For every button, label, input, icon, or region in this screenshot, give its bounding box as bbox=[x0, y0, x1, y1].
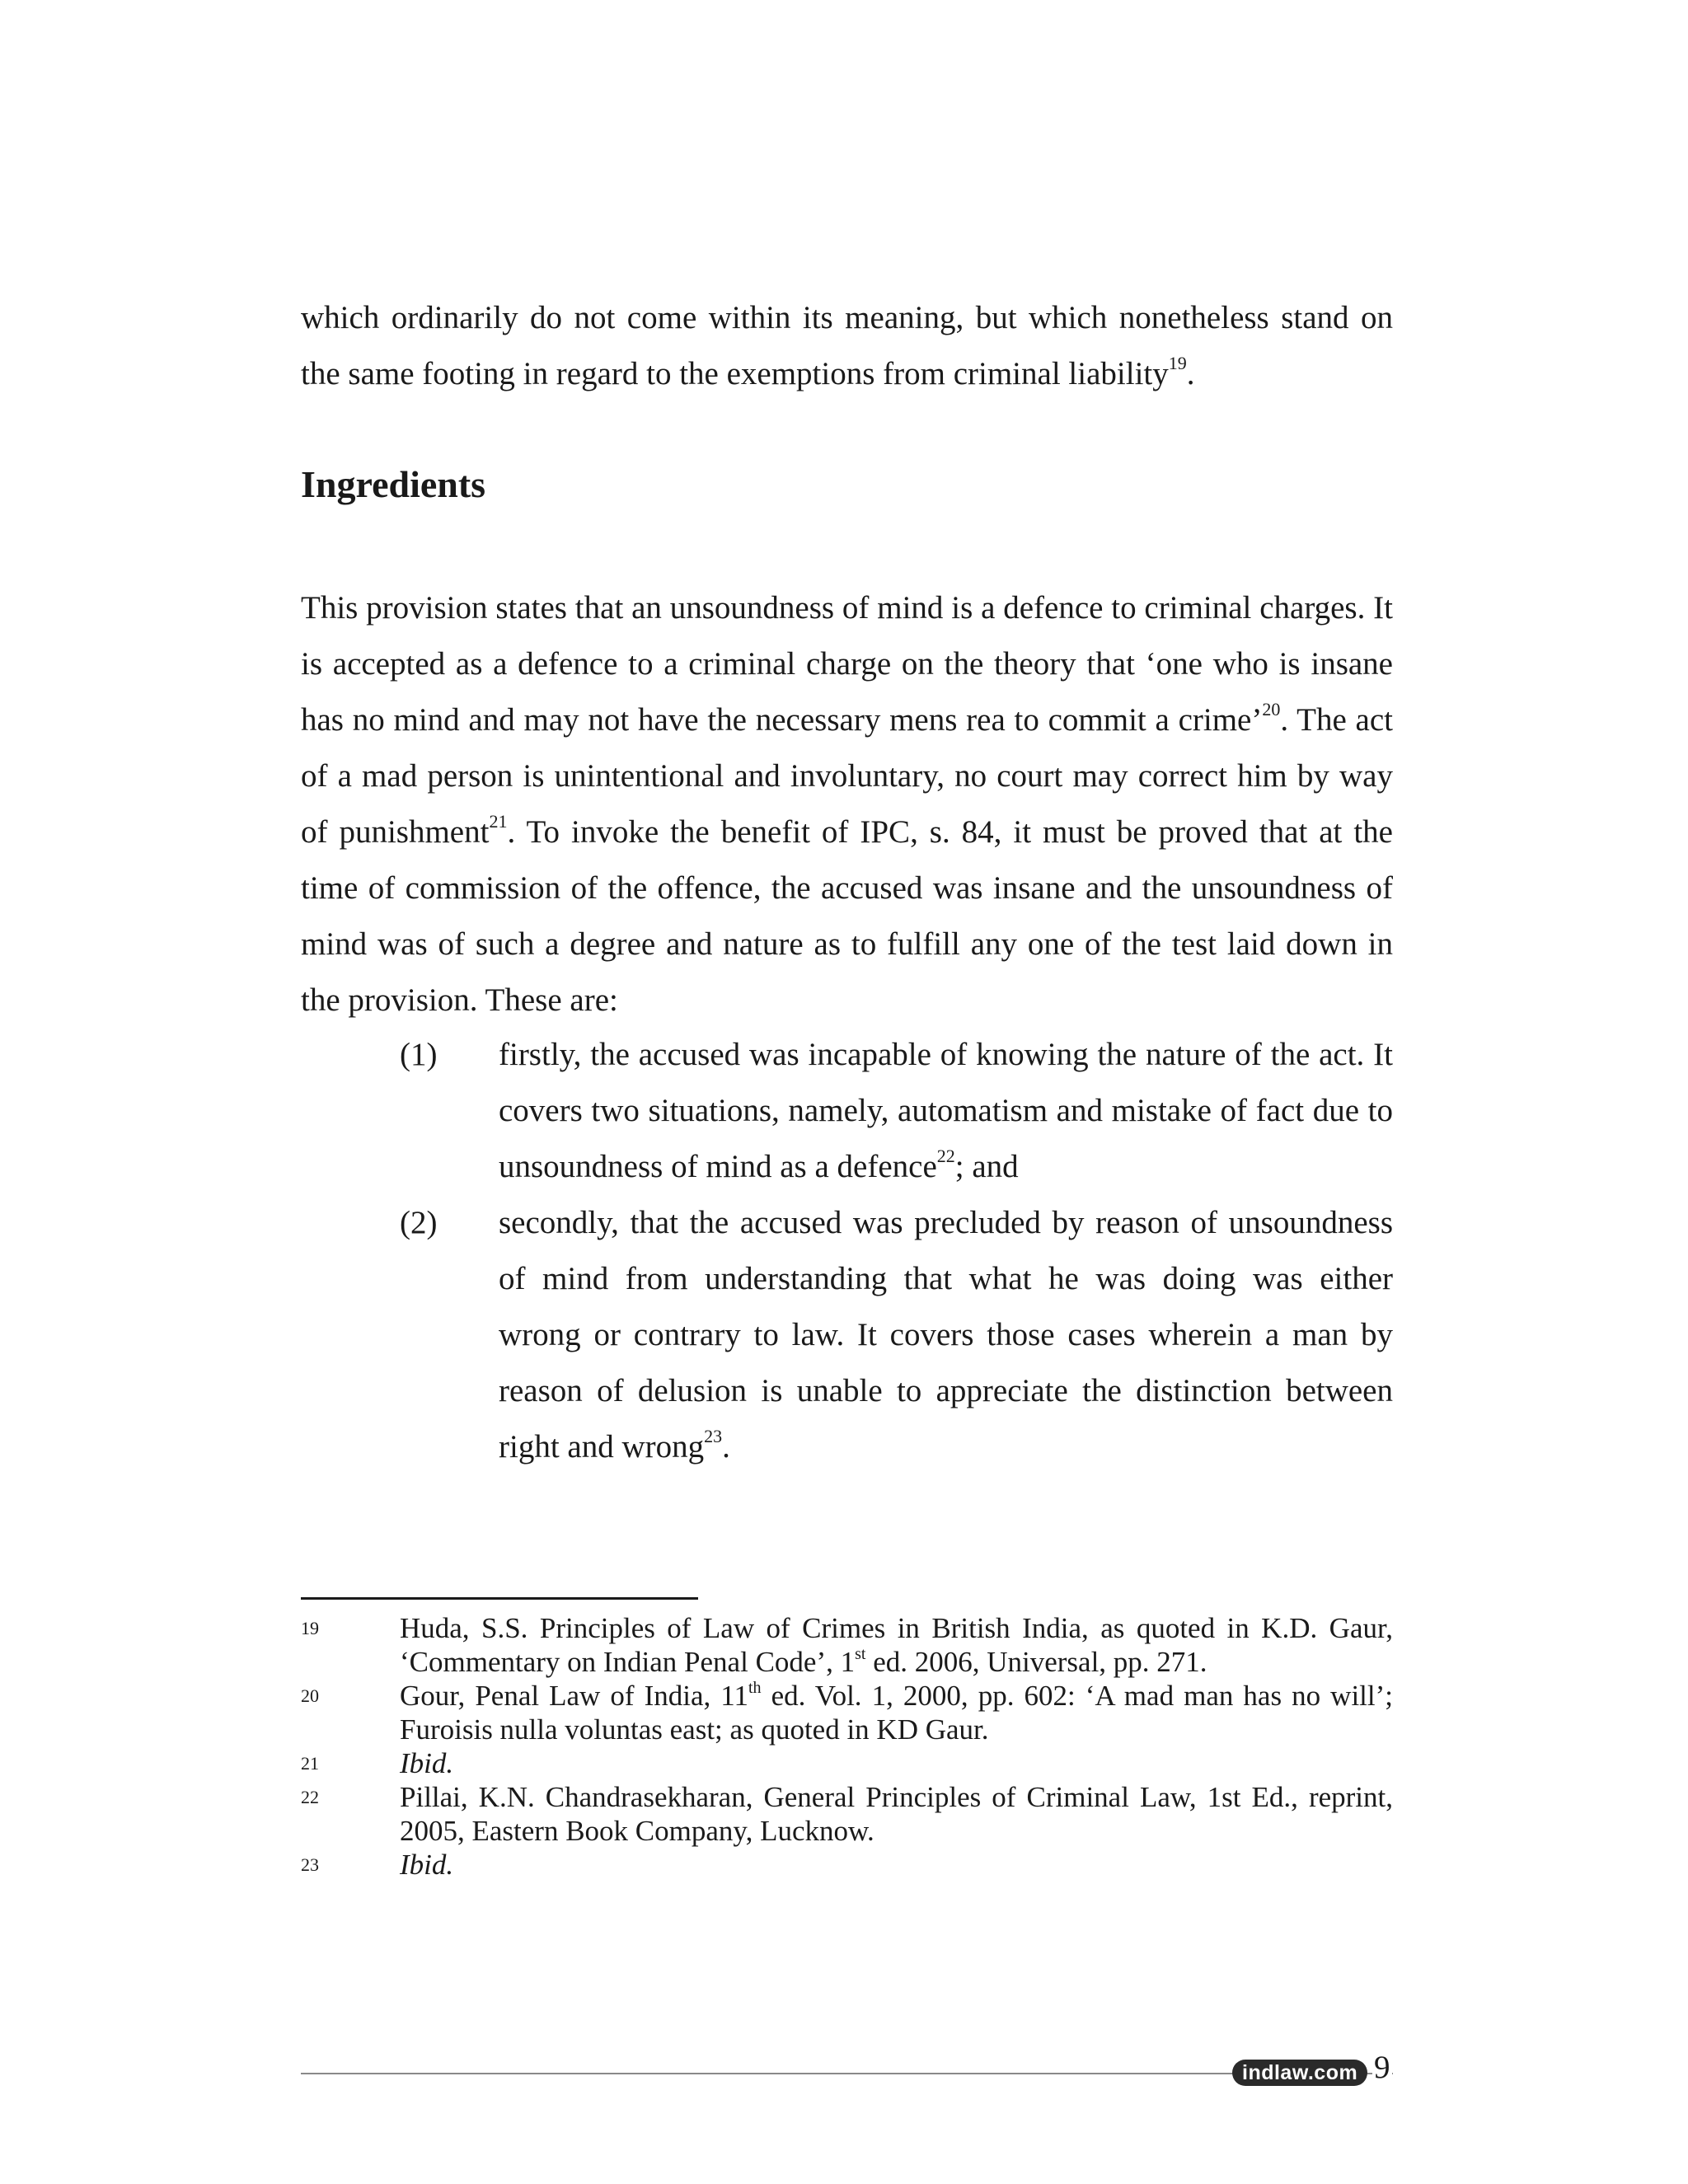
main-paragraph-part3: . To invoke the benefit of IPC, s. 84, it must be proved that at the time of commission of the offence, the accused was insane and the unsoundness of mind was of such a degree and nature as to fulfill any one of the test laid down in the provision. These are: bbox=[301, 814, 1393, 1018]
footnote-number: 22 bbox=[301, 1787, 319, 1807]
footnote-23 bbox=[301, 1848, 1393, 1882]
footnote-text bbox=[400, 1679, 1393, 1746]
footnote-text-a: Gour, Penal Law of India, 11 bbox=[400, 1680, 748, 1712]
footnote-ref-23[interactable]: 23 bbox=[704, 1426, 723, 1446]
footnote-ordinal: st bbox=[855, 1645, 866, 1664]
footnote-number: 23 bbox=[301, 1854, 319, 1875]
footnote-divider bbox=[301, 1597, 698, 1600]
footnote-ref-19[interactable]: 19 bbox=[1168, 353, 1187, 373]
list-item-end: ; and bbox=[954, 1149, 1019, 1184]
footnote-21 bbox=[301, 1746, 1393, 1780]
footer-rule bbox=[301, 2073, 1393, 2074]
list-item-text bbox=[499, 1195, 1393, 1475]
list-item-body: secondly, that the accused was precluded by reason of unsoundness of mind from understanding that what he was doing was either wrong or contrary to law. It covers those cases wherein a man by reason of delusion is unable to appreciate the distinction between right and wrong bbox=[499, 1205, 1393, 1465]
footnote-number: 21 bbox=[301, 1753, 319, 1774]
footnote-ref-22[interactable]: 22 bbox=[936, 1146, 955, 1166]
intro-paragraph-end: . bbox=[1186, 356, 1195, 391]
intro-paragraph-text: which ordinarily do not come within its meaning, but which nonetheless stand on the same footing in regard to the exemptions from criminal liability bbox=[301, 300, 1393, 391]
footnote-ref-21[interactable]: 21 bbox=[489, 811, 508, 832]
footnote-text: Ibid. bbox=[400, 1849, 454, 1881]
footnote-text bbox=[400, 1611, 1393, 1679]
footnote-ref-20[interactable]: 20 bbox=[1262, 699, 1281, 719]
footnote-text-b: ed. 2006, Universal, pp. 271. bbox=[865, 1646, 1207, 1678]
main-paragraph bbox=[301, 580, 1393, 1029]
footnote-22 bbox=[301, 1780, 1393, 1848]
list-item-text bbox=[499, 1027, 1393, 1195]
main-paragraph-part1: This provision states that an unsoundness of mind is a defence to criminal charges. It is accepted as a defence to a criminal charge on the theory that ‘one who is insane has no mind and may not have the necessary mens rea to commit a crime’ bbox=[301, 590, 1393, 738]
footnote-20 bbox=[301, 1679, 1393, 1746]
footnote-text-b: ed. Vol. 1, 2000, pp. 602: ‘A mad man has no will’; Furoisis nulla voluntas east; as quoted in KD Gaur. bbox=[400, 1680, 1394, 1746]
footnote-number: 20 bbox=[301, 1685, 319, 1706]
footnote-text: Pillai, K.N. Chandrasekharan, General Principles of Criminal Law, 1st Ed., reprint, 2005, Eastern Book Company, Lucknow. bbox=[400, 1781, 1393, 1847]
footnote-text-a: Huda, S.S. Principles of Law of Crimes in British India, as quoted in K.D. Gaur, ‘Commentary on Indian Penal Code’, 1 bbox=[400, 1612, 1393, 1678]
indlaw-logo[interactable]: indlaw.com bbox=[1232, 2060, 1367, 2086]
document-page bbox=[301, 0, 1393, 2184]
list-item-number: (2) bbox=[400, 1205, 438, 1240]
list-item-end: . bbox=[722, 1429, 730, 1465]
list-item-number: (1) bbox=[400, 1037, 438, 1072]
footnotes bbox=[301, 1611, 1393, 1882]
footnote-number: 19 bbox=[301, 1618, 319, 1638]
main-paragraph-part2: . The act of a mad person is unintentional and involuntary, no court may correct him by way of punishment bbox=[301, 702, 1394, 850]
section-heading: Ingredients bbox=[301, 463, 486, 505]
footnote-ordinal: th bbox=[748, 1679, 762, 1698]
list-item-body: firstly, the accused was incapable of knowing the nature of the act. It covers two situations, namely, automatism and mistake of fact due to unsoundness of mind as a defence bbox=[499, 1037, 1393, 1184]
page-number: 9 bbox=[1372, 2047, 1392, 2088]
footnote-text: Ibid. bbox=[400, 1747, 454, 1779]
intro-paragraph bbox=[301, 290, 1393, 402]
footnote-19 bbox=[301, 1611, 1393, 1679]
